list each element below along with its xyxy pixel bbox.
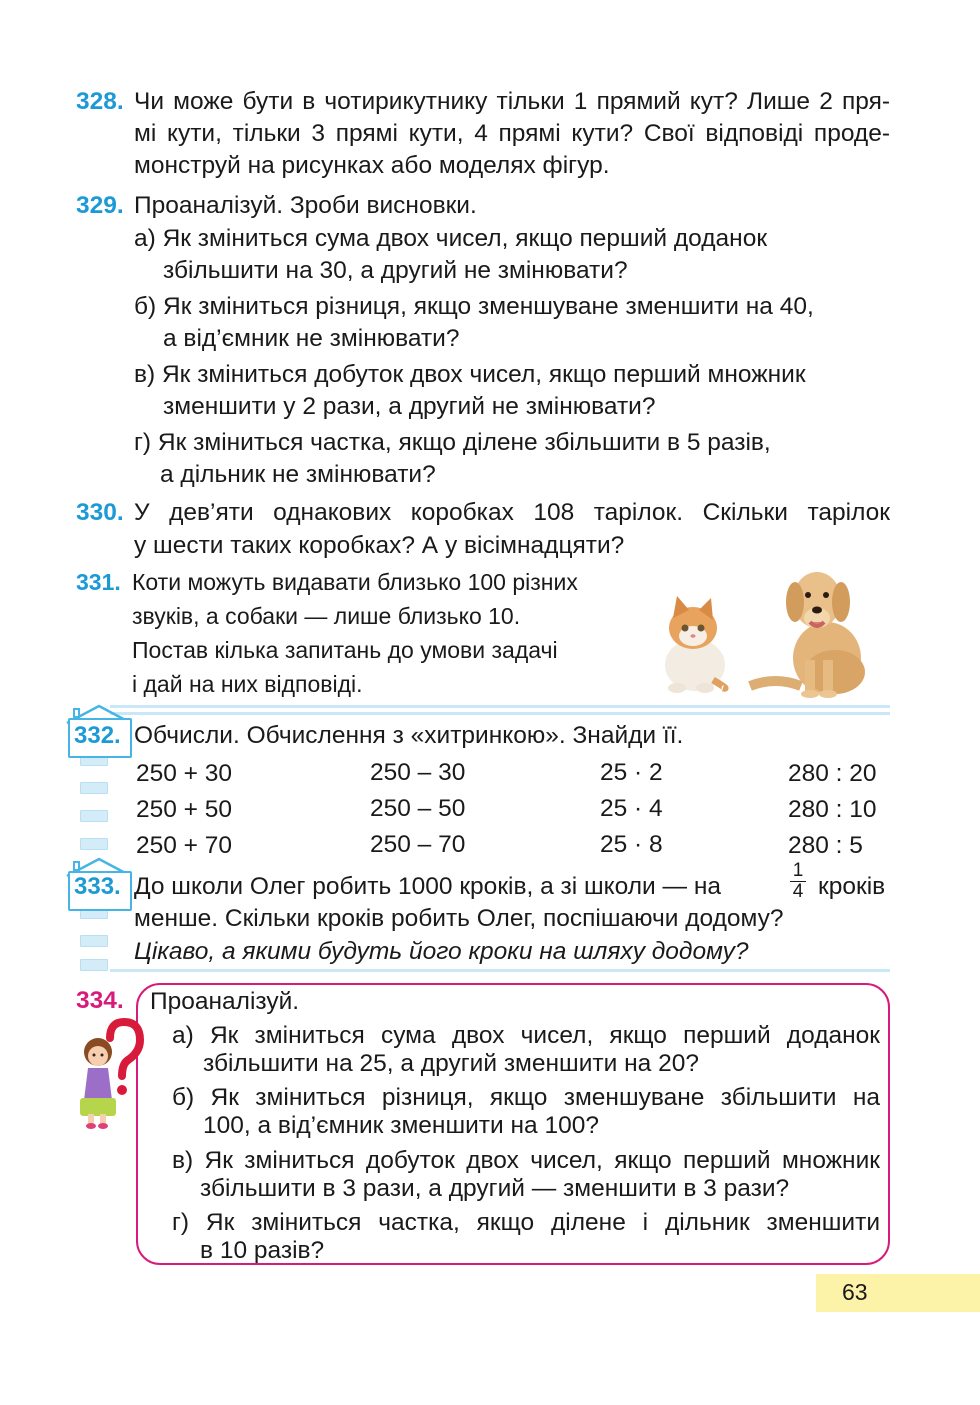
ladder-rung <box>80 959 108 971</box>
ribbon-top <box>110 705 890 708</box>
task-328-line-2: мі кути, тільки 3 прямі кути, 4 прямі кути? Свої відповіді проде- <box>134 120 890 147</box>
task-329-intro: Проаналізуй. Зроби висновки. <box>134 192 477 219</box>
task-334-intro: Проаналізуй. <box>150 988 300 1015</box>
expr-25-times-2: 25 · 2 <box>600 759 663 786</box>
task-334-d-line-2: в 10 разів? <box>200 1237 325 1264</box>
task-334-c-line-1: в) Як зміниться добуток двох чисел, якщо перший множник <box>172 1147 880 1174</box>
fraction-denominator: 4 <box>792 881 804 902</box>
expr-280-div-20: 280 : 20 <box>788 760 877 787</box>
task-333-line-3: Цікаво, а якими будуть його кроки на шляху додому? <box>134 938 749 965</box>
expr-250-plus-70: 250 + 70 <box>136 832 233 859</box>
task-334-a-line-2: збільшити на 25, а другий зменшити на 20? <box>203 1050 699 1077</box>
task-332-intro: Обчисли. Обчислення з «хитринкою». Знайди її. <box>134 722 684 749</box>
ladder-decoration <box>80 748 106 868</box>
page-number-box <box>816 1274 980 1312</box>
expr-280-div-5: 280 : 5 <box>788 832 863 859</box>
task-330-line-2: у шести таких коробках? А у вісімнадцяти? <box>134 532 625 559</box>
fraction-numerator: 1 <box>792 860 804 881</box>
task-334-c-line-2: збільшити в 3 рази, а другий — зменшити в 3 рази? <box>200 1175 790 1202</box>
task-331-line-4: і дай на них відповіді. <box>132 671 363 697</box>
expr-25-times-4: 25 · 4 <box>600 795 663 822</box>
task-328-line-3: монструй на рисунках або моделях фігур. <box>134 152 610 179</box>
task-333-line-1: До школи Олег робить 1000 кроків, а зі школи — на <box>134 873 722 900</box>
ladder-decoration <box>80 903 106 973</box>
fraction-one-quarter <box>790 862 806 901</box>
task-number-331: 331. <box>76 569 121 595</box>
ladder-rung <box>80 810 108 822</box>
task-334-b-line-2: 100, а від’ємник зменшити на 100? <box>203 1112 599 1139</box>
expr-280-div-10: 280 : 10 <box>788 796 877 823</box>
task-330-line-1: У дев’яти однакових коробках 108 тарілок. Скільки тарілок <box>134 499 890 526</box>
task-334-a-line-1: а) Як зміниться сума двох чисел, якщо перший доданок <box>172 1022 880 1049</box>
expr-25-times-8: 25 · 8 <box>600 831 663 858</box>
ladder-rung <box>80 935 108 947</box>
task-329-d-line-1: г) Як зміниться частка, якщо ділене збільшити в 5 разів, <box>134 429 771 456</box>
cat-and-dog-image <box>655 540 875 700</box>
dog-illustration <box>750 572 865 698</box>
task-329-c-line-2: зменшити у 2 рази, а другий не змінювати? <box>163 393 656 420</box>
expr-250-plus-50: 250 + 50 <box>136 796 233 823</box>
task-329-b-line-2: а від’ємник не змінювати? <box>163 325 460 352</box>
task-329-a-line-1: а) Як зміниться сума двох чисел, якщо перший доданок <box>134 225 768 252</box>
ladder-rung <box>80 838 108 850</box>
cat-illustration <box>665 596 725 693</box>
task-334-d-line-1: г) Як зміниться частка, якщо ділене і дільник зменшити <box>172 1209 880 1236</box>
task-333-line-1-end: кроків <box>818 873 886 900</box>
ribbon-bottom <box>110 969 890 972</box>
task-329-c-line-1: в) Як зміниться добуток двох чисел, якщо перший множник <box>134 361 806 388</box>
task-number-330: 330. <box>76 499 124 526</box>
task-331-line-3: Постав кілька запитань до умови задачі <box>132 637 558 663</box>
ladder-rung <box>80 782 108 794</box>
task-333-line-2: менше. Скільки кроків робить Олег, поспішаючи додому? <box>134 905 784 932</box>
expr-250-minus-30: 250 – 30 <box>370 759 466 786</box>
task-number-334: 334. <box>76 987 124 1014</box>
task-number-333: 333. <box>74 873 121 900</box>
expr-250-minus-70: 250 – 70 <box>370 831 466 858</box>
task-328-line-1: Чи може бути в чотирикутнику тільки 1 прямий кут? Лише 2 пря- <box>134 88 890 115</box>
task-331-line-2: звуків, а собаки — лише близько 10. <box>132 603 521 629</box>
expr-250-plus-30: 250 + 30 <box>136 760 233 787</box>
task-number-328: 328. <box>76 88 124 115</box>
page-number: 63 <box>842 1279 868 1305</box>
task-number-332: 332. <box>74 722 121 749</box>
task-334-b-line-1: б) Як зміниться різниця, якщо зменшуване збільшити на <box>172 1084 880 1111</box>
task-329-b-line-1: б) Як зміниться різниця, якщо зменшуване зменшити на 40, <box>134 293 814 320</box>
girl-question-icon <box>70 1018 144 1132</box>
task-number-329: 329. <box>76 192 124 219</box>
ribbon-top-2 <box>110 712 890 715</box>
task-329-d-line-2: а дільник не змінювати? <box>160 461 436 488</box>
task-331-line-1: Коти можуть видавати близько 100 різних <box>132 569 578 595</box>
expr-250-minus-50: 250 – 50 <box>370 795 466 822</box>
task-329-a-line-2: збільшити на 30, а другий не змінювати? <box>163 257 628 284</box>
